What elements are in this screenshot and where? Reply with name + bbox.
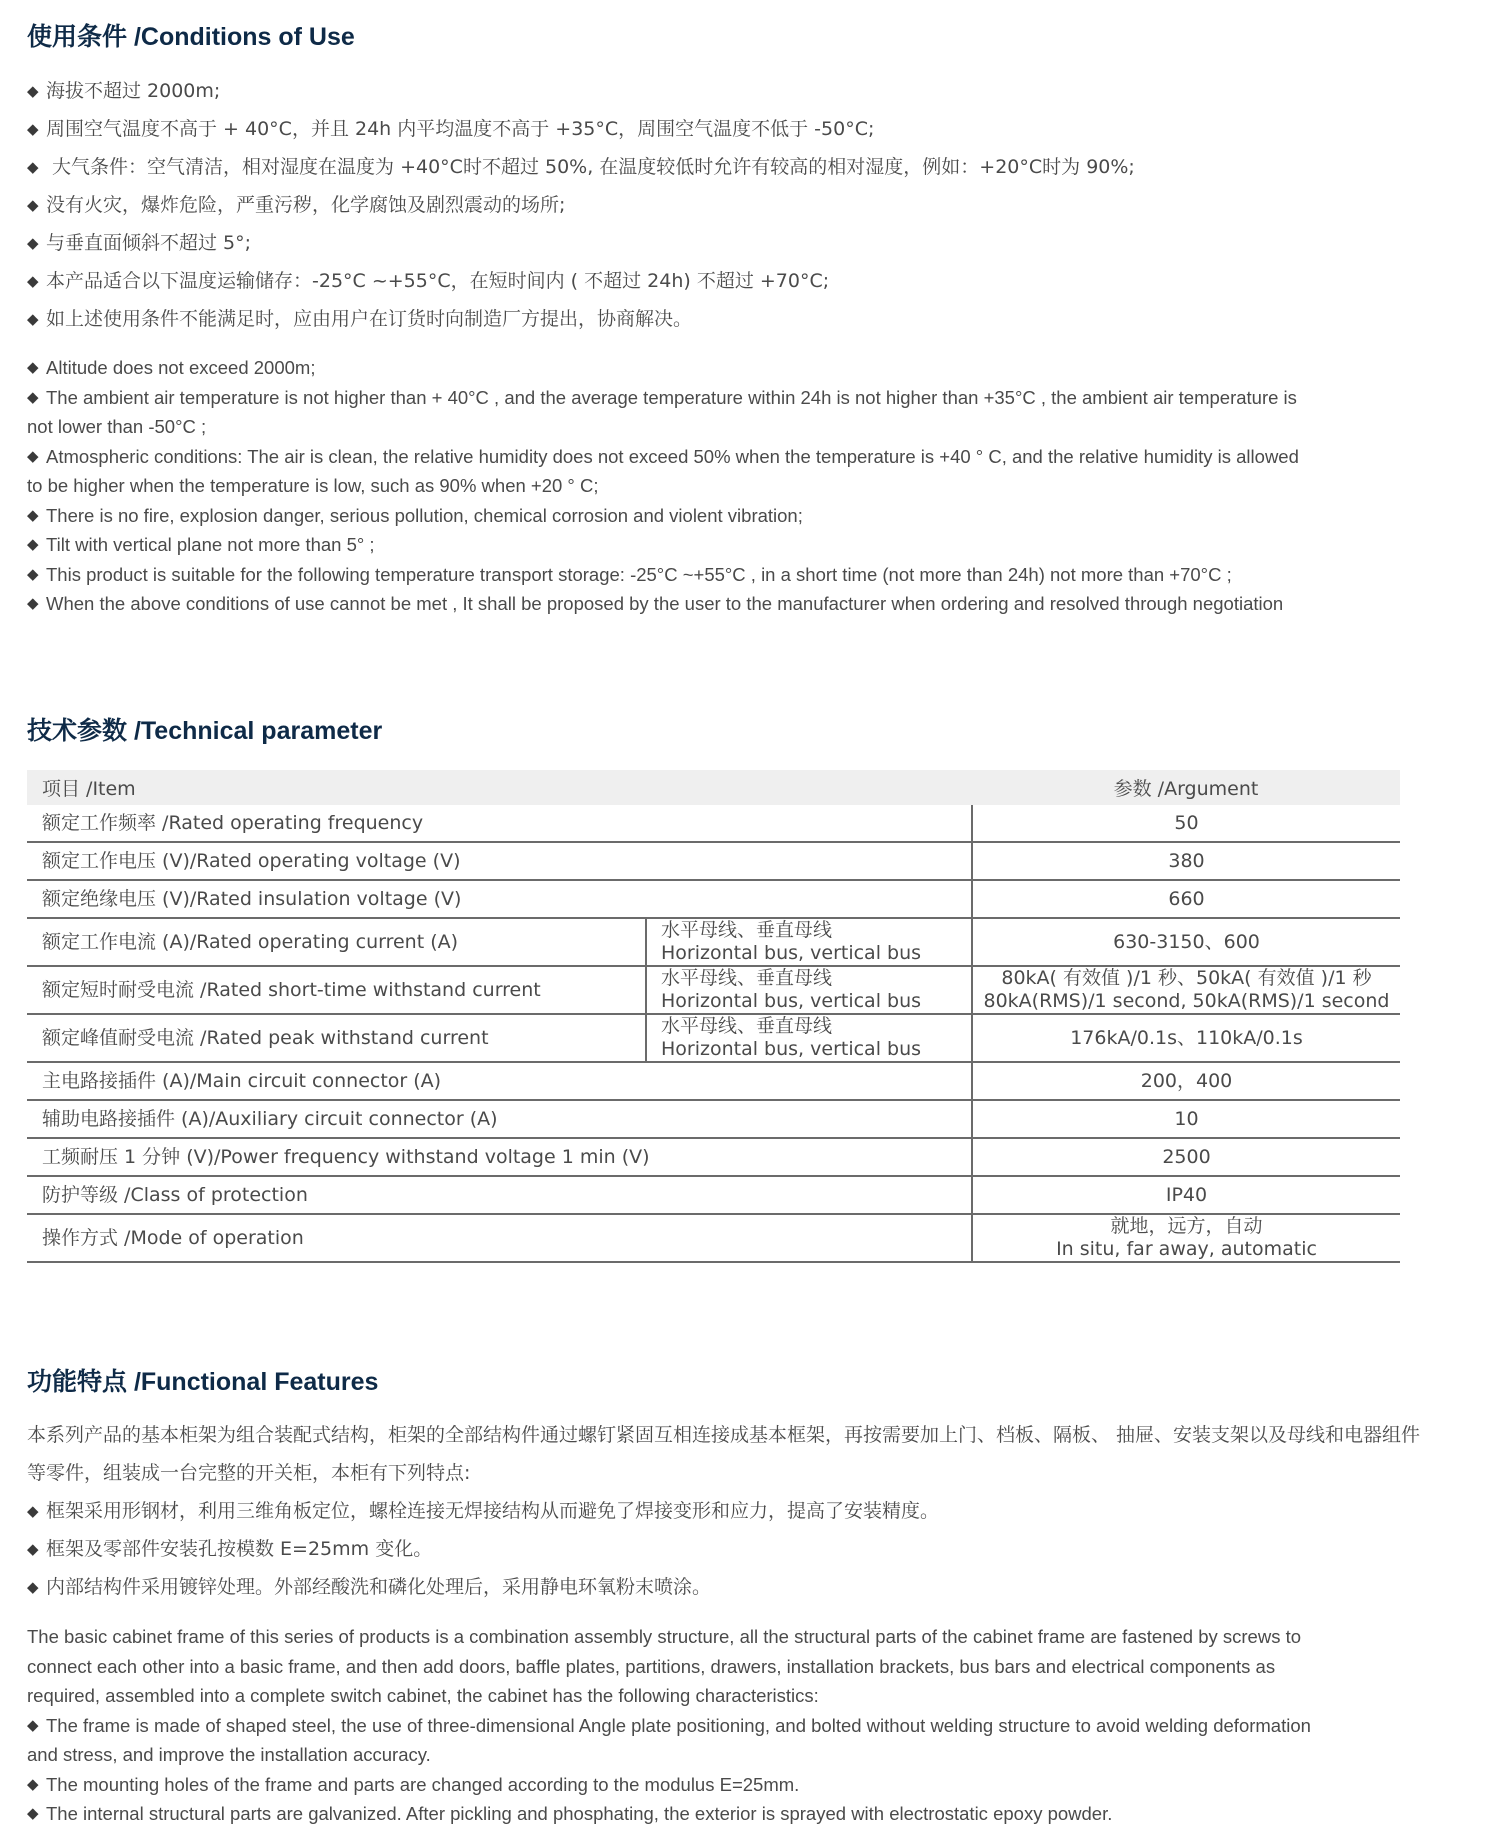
list-item: ◆ The frame is made of shaped steel, the use of three-dimensional Angle plate positioning, and bolted without welding structure to avoid welding deformation and stress, and improve the installation accuracy. xyxy=(27,1711,1317,1770)
row-subcategory: 水平母线、垂直母线 Horizontal bus, vertical bus xyxy=(646,918,972,966)
diamond-bullet-icon: ◆ xyxy=(27,82,39,100)
diamond-bullet-icon: ◆ xyxy=(27,158,39,176)
table-row xyxy=(27,1014,1400,1062)
diamond-bullet-icon: ◆ xyxy=(27,196,39,214)
row-value: 就地，远方，自动 In situ, far away, automatic xyxy=(972,1214,1400,1262)
list-item: ◆ Atmospheric conditions: The air is clean, the relative humidity does not exceed 50% when the temperature is +40 ° C, and the relative humidity is allowed to be higher when the temperature is low, such as 90% when +20 ° C; xyxy=(27,442,1317,501)
row-value: 380 xyxy=(972,842,1400,880)
header-item: 项目 /Item xyxy=(27,770,972,805)
diamond-bullet-icon: ◆ xyxy=(27,536,39,553)
row-item: 辅助电路接插件 (A)/Auxiliary circuit connector (A) xyxy=(27,1100,972,1138)
row-item: 额定绝缘电压 (V)/Rated insulation voltage (V) xyxy=(27,880,972,918)
row-subcategory: 水平母线、垂直母线 Horizontal bus, vertical bus xyxy=(646,1014,972,1062)
list-item: ◆ Altitude does not exceed 2000m; xyxy=(27,353,1317,383)
technical-parameter-table xyxy=(27,770,1400,1263)
row-value: 176kA/0.1s、110kA/0.1s xyxy=(972,1014,1400,1062)
row-subcategory: 水平母线、垂直母线 Horizontal bus, vertical bus xyxy=(646,966,972,1014)
row-value: 50 xyxy=(972,805,1400,842)
list-item: ◆ There is no fire, explosion danger, serious pollution, chemical corrosion and violent vibration; xyxy=(27,501,1317,531)
table-header-row xyxy=(27,770,1400,805)
list-item: ◆ 海拔不超过 2000m; xyxy=(27,72,1135,110)
table-row xyxy=(27,1062,1400,1100)
list-item: ◆ The internal structural parts are galvanized. After pickling and phosphating, the exterior is sprayed with electrostatic epoxy powder. xyxy=(27,1799,1317,1829)
diamond-bullet-icon: ◆ xyxy=(27,506,39,524)
table-row xyxy=(27,1138,1400,1176)
list-item: ◆ 本产品适合以下温度运输储存：-25°C ~+55°C，在短时间内 ( 不超过 24h) 不超过 +70°C; xyxy=(27,262,1135,300)
row-item: 额定工作频率 /Rated operating frequency xyxy=(27,805,972,842)
diamond-bullet-icon: ◆ xyxy=(27,234,39,252)
diamond-bullet-icon: ◆ xyxy=(27,595,39,612)
table-row xyxy=(27,842,1400,880)
diamond-bullet-icon: ◆ xyxy=(27,1578,39,1596)
list-item: ◆ 与垂直面倾斜不超过 5°; xyxy=(27,224,1135,262)
table-row xyxy=(27,805,1400,842)
row-value: 660 xyxy=(972,880,1400,918)
features-heading: 功能特点 /Functional Features xyxy=(27,1368,379,1396)
list-item: ◆ 如上述使用条件不能满足时，应由用户在订货时向制造厂方提出，协商解决。 xyxy=(27,300,1135,338)
table-row xyxy=(27,880,1400,918)
list-item: ◆ 没有火灾，爆炸危险，严重污秽，化学腐蚀及剧烈震动的场所; xyxy=(27,186,1135,224)
conditions-en-block xyxy=(27,353,1317,619)
list-item: ◆ 大气条件：空气清洁，相对湿度在温度为 +40°C时不超过 50%, 在温度较低时允许有较高的相对湿度，例如：+20°C时为 90%; xyxy=(27,148,1135,186)
list-item: ◆ The ambient air temperature is not higher than + 40°C , and the average temperature within 24h is not higher than +35°C , the ambient air temperature is not lower than -50°C ; xyxy=(27,383,1317,442)
list-item: ◆ The mounting holes of the frame and parts are changed according to the modulus E=25mm. xyxy=(27,1770,1317,1800)
table-row xyxy=(27,1214,1400,1262)
row-value: IP40 xyxy=(972,1176,1400,1214)
list-item: ◆ When the above conditions of use cannot be met , It shall be proposed by the user to the manufacturer when ordering and resolved through negotiation xyxy=(27,589,1317,619)
diamond-bullet-icon: ◆ xyxy=(27,1502,39,1520)
row-value: 630-3150、600 xyxy=(972,918,1400,966)
conditions-cn-list xyxy=(27,72,1135,338)
features-en-block xyxy=(27,1622,1317,1829)
row-value: 80kA( 有效值 )/1 秒、50kA( 有效值 )/1 秒 80kA(RMS)/1 second, 50kA(RMS)/1 second xyxy=(972,966,1400,1014)
diamond-bullet-icon: ◆ xyxy=(27,565,39,583)
table-row xyxy=(27,918,1400,966)
features-en-intro: The basic cabinet frame of this series of products is a combination assembly structure, all the structural parts of the cabinet frame are fastened by screws to connect each other into a basic frame, and then add doors, baffle plates, partitions, drawers, installation brackets, bus bars and electrical components as required, assembled into a complete switch cabinet, the cabinet has the following characteristics: xyxy=(27,1626,1302,1706)
header-argument: 参数 /Argument xyxy=(972,770,1400,805)
row-item: 额定工作电压 (V)/Rated operating voltage (V) xyxy=(27,842,972,880)
diamond-bullet-icon: ◆ xyxy=(27,1775,39,1793)
diamond-bullet-icon: ◆ xyxy=(27,1805,39,1822)
list-item: ◆ This product is suitable for the following temperature transport storage: -25°C ~+55°C , in a short time (not more than 24h) not more than +70°C ; xyxy=(27,560,1317,590)
row-item: 操作方式 /Mode of operation xyxy=(27,1214,972,1262)
diamond-bullet-icon: ◆ xyxy=(27,120,39,138)
diamond-bullet-icon: ◆ xyxy=(27,447,39,465)
row-item: 主电路接插件 (A)/Main circuit connector (A) xyxy=(27,1062,972,1100)
diamond-bullet-icon: ◆ xyxy=(27,272,39,290)
list-item: ◆ 周围空气温度不高于 + 40°C，并且 24h 内平均温度不高于 +35°C，周围空气温度不低于 -50°C; xyxy=(27,110,1135,148)
diamond-bullet-icon: ◆ xyxy=(27,1716,39,1734)
row-item: 防护等级 /Class of protection xyxy=(27,1176,972,1214)
row-value: 200，400 xyxy=(972,1062,1400,1100)
diamond-bullet-icon: ◆ xyxy=(27,388,39,406)
table-row xyxy=(27,1176,1400,1214)
features-cn-block xyxy=(27,1416,1427,1606)
list-item: ◆ 框架及零部件安装孔按模数 E=25mm 变化。 xyxy=(27,1530,1427,1568)
features-cn-intro: 本系列产品的基本柜架为组合装配式结构，柜架的全部结构件通过螺钉紧固互相连接成基本框架，再按需要加上门、档板、隔板、 抽屉、安装支架以及母线和电器组件等零件，组装成一台完整的开关柜，本柜有下列特点: xyxy=(27,1424,1421,1484)
row-item: 额定短时耐受电流 /Rated short-time withstand current xyxy=(27,966,646,1014)
table-row xyxy=(27,1100,1400,1138)
technical-heading: 技术参数 /Technical parameter xyxy=(27,717,383,745)
table-row xyxy=(27,966,1400,1014)
row-value: 10 xyxy=(972,1100,1400,1138)
conditions-heading: 使用条件 /Conditions of Use xyxy=(27,23,355,51)
diamond-bullet-icon: ◆ xyxy=(27,310,39,328)
row-item: 额定峰值耐受电流 /Rated peak withstand current xyxy=(27,1014,646,1062)
list-item: ◆ Tilt with vertical plane not more than 5° ; xyxy=(27,530,1317,560)
diamond-bullet-icon: ◆ xyxy=(27,1540,39,1558)
row-item: 额定工作电流 (A)/Rated operating current (A) xyxy=(27,918,646,966)
list-item: ◆ 内部结构件采用镀锌处理。外部经酸洗和磷化处理后，采用静电环氧粉末喷涂。 xyxy=(27,1568,1427,1606)
list-item: ◆ 框架采用形钢材，利用三维角板定位，螺栓连接无焊接结构从而避免了焊接变形和应力，提高了安装精度。 xyxy=(27,1492,1427,1530)
row-item: 工频耐压 1 分钟 (V)/Power frequency withstand voltage 1 min (V) xyxy=(27,1138,972,1176)
row-value: 2500 xyxy=(972,1138,1400,1176)
diamond-bullet-icon: ◆ xyxy=(27,359,39,376)
